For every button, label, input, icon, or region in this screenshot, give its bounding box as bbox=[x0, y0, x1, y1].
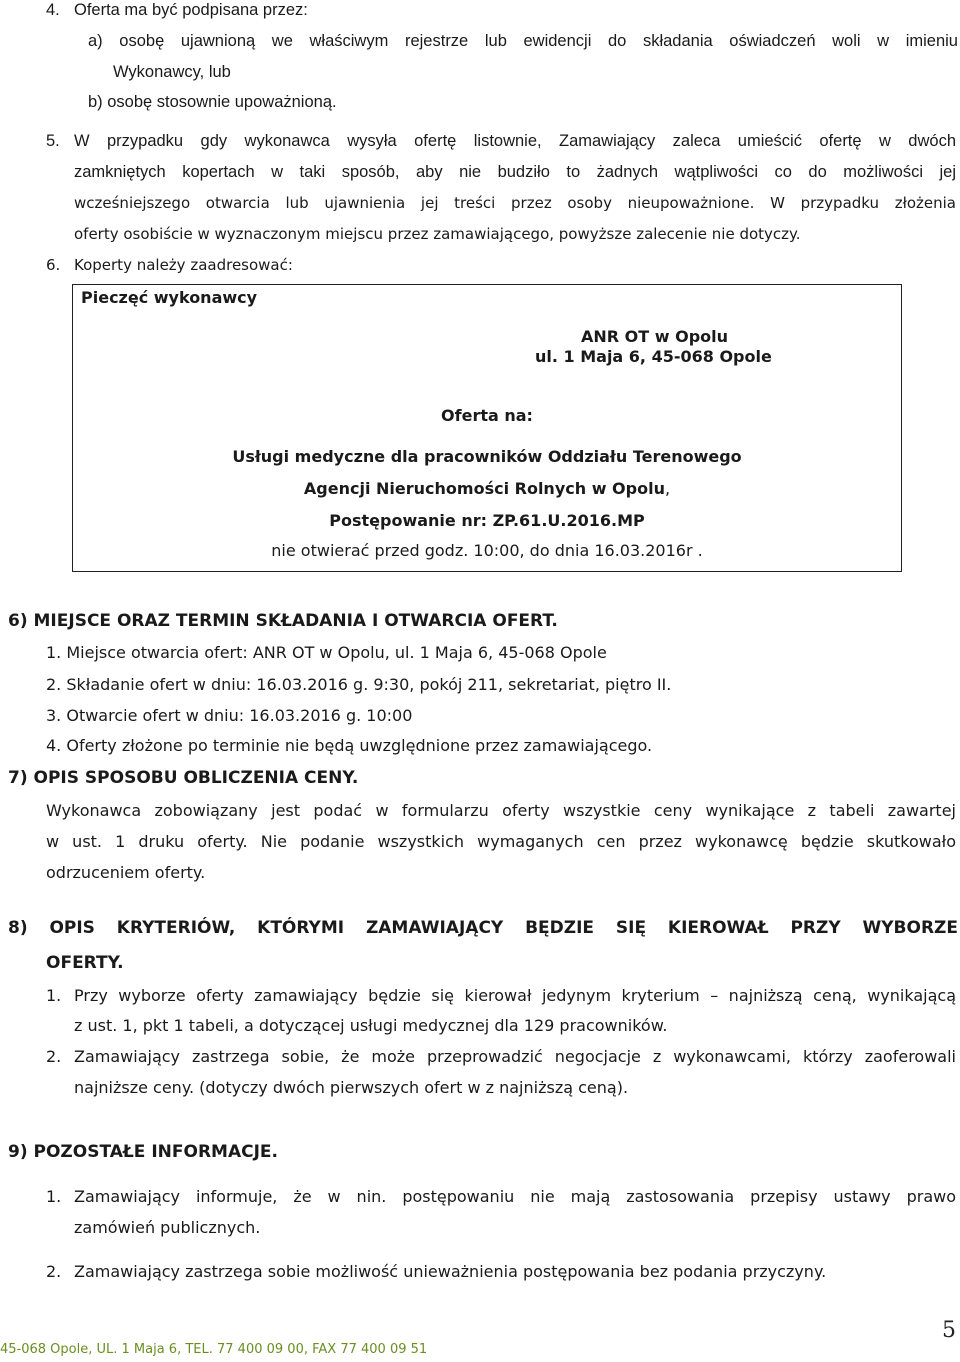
list-item-number: 6. bbox=[46, 256, 61, 274]
subject-line-1: Usługi medyczne dla pracowników Oddziału Terenowego bbox=[232, 447, 742, 466]
list-item-number: 1. bbox=[46, 1187, 62, 1206]
paragraph-line: Wykonawca zobowiązany jest podać w formularzu oferty wszystkie ceny wynikające z tabeli zawartej bbox=[46, 801, 956, 820]
list-item-number: 4. bbox=[46, 1, 60, 19]
stamp-placeholder-label: Pieczęć wykonawcy bbox=[81, 288, 258, 307]
list-item-number: 1. bbox=[46, 986, 62, 1005]
procedure-label: Postępowanie nr: bbox=[329, 511, 493, 530]
offer-for-label: Oferta na: bbox=[441, 406, 533, 425]
page-footer-address: 45-068 Opole, UL. 1 Maja 6, TEL. 77 400 09 00, FAX 77 400 09 51 bbox=[0, 1342, 428, 1357]
paragraph-line: oferty osobiście w wyznaczonym miejscu przez zamawiającego, powyższe zalecenie nie dotyczy. bbox=[74, 225, 801, 243]
paragraph-line: wcześniejszego otwarcia lub ujawnienia jej treści przez osoby nieupoważnione. W przypadku złożenia bbox=[74, 194, 956, 212]
list-item-text: Koperty należy zaadresować: bbox=[74, 256, 293, 274]
list-item-number: 5. bbox=[46, 132, 60, 150]
section-heading-7: 7) OPIS SPOSOBU OBLICZENIA CENY. bbox=[8, 768, 359, 788]
do-not-open-notice: nie otwierać przed godz. 10:00, do dnia 16.03.2016r . bbox=[271, 541, 703, 560]
paragraph-line: W przypadku gdy wykonawca wysyła ofertę listownie, Zamawiający zaleca umieścić ofertę w dwóch bbox=[74, 132, 956, 150]
page-number: 5 bbox=[942, 1318, 956, 1343]
paragraph-line: Zamawiający zastrzega sobie, że może przeprowadzić negocjacje z wykonawcami, którzy zaoferowali bbox=[74, 1047, 956, 1066]
section-6-item-2: 2. Składanie ofert w dniu: 16.03.2016 g. 9:30, pokój 211, sekretariat, piętro II. bbox=[46, 675, 672, 694]
section-6-item-1: 1. Miejsce otwarcia ofert: ANR OT w Opolu, ul. 1 Maja 6, 45-068 Opole bbox=[46, 643, 607, 662]
subject-line-2 bbox=[73, 478, 901, 500]
procedure-number: ZP.61.U.2016.MP bbox=[492, 511, 645, 530]
sublist-item-b: b) osobę stosownie upoważnioną. bbox=[88, 93, 337, 111]
address-line-2: ul. 1 Maja 6, 45-068 Opole bbox=[535, 347, 772, 366]
section-heading-6: 6) MIEJSCE ORAZ TERMIN SKŁADANIA I OTWARCIA OFERT. bbox=[8, 611, 558, 631]
paragraph-line: Przy wyborze oferty zamawiający będzie się kierował jedynym kryterium – najniższą ceną, wynikającą bbox=[74, 986, 956, 1005]
list-item-number: 2. bbox=[46, 1262, 62, 1281]
sublist-item-a: a) osobę ujawnioną we właściwym rejestrze lub ewidencji do składania oświadczeń woli w imieniu bbox=[88, 32, 958, 50]
envelope-label-box bbox=[72, 284, 902, 572]
section-heading-9: 9) POZOSTAŁE INFORMACJE. bbox=[8, 1142, 278, 1162]
paragraph-line: zamkniętych kopertach w taki sposób, aby nie budziło to żadnych wątpliwości co do możliwości jej bbox=[74, 163, 956, 181]
subject-line-2-text: Agencji Nieruchomości Rolnych w Opolu bbox=[303, 479, 665, 498]
section-6-item-3: 3. Otwarcie ofert w dniu: 16.03.2016 g. 10:00 bbox=[46, 706, 413, 725]
paragraph-line: w ust. 1 druku oferty. Nie podanie wszystkich wymaganych cen przez wykonawcę będzie skutkowało bbox=[46, 832, 956, 851]
procedure-line bbox=[73, 510, 901, 532]
list-item-number: 2. bbox=[46, 1047, 62, 1066]
paragraph-line: najniższe ceny. (dotyczy dwóch pierwszych ofert w z najniższą ceną). bbox=[74, 1078, 629, 1097]
paragraph-line: Zamawiający zastrzega sobie możliwość unieważnienia postępowania bez podania przyczyny. bbox=[74, 1262, 827, 1281]
section-heading-8-continued: OFERTY. bbox=[46, 953, 124, 973]
list-item-text: Oferta ma być podpisana przez: bbox=[74, 1, 308, 19]
paragraph-line: zamówień publicznych. bbox=[74, 1218, 261, 1237]
sublist-item-a-continued: Wykonawcy, lub bbox=[113, 63, 231, 81]
address-line-1: ANR OT w Opolu bbox=[581, 327, 729, 346]
paragraph-line: odrzuceniem oferty. bbox=[46, 863, 206, 882]
paragraph-line: z ust. 1, pkt 1 tabeli, a dotyczącej usługi medycznej dla 129 pracowników. bbox=[74, 1016, 668, 1035]
subject-line-2-comma: , bbox=[664, 479, 671, 498]
paragraph-line: Zamawiający informuje, że w nin. postępowaniu nie mają zastosowania przepisy ustawy prawo bbox=[74, 1187, 956, 1206]
section-6-item-4: 4. Oferty złożone po terminie nie będą uwzględnione przez zamawiającego. bbox=[46, 736, 653, 755]
section-heading-8: 8) OPIS KRYTERIÓW, KTÓRYMI ZAMAWIAJĄCY BĘDZIE SIĘ KIEROWAŁ PRZY WYBORZE bbox=[8, 918, 958, 938]
